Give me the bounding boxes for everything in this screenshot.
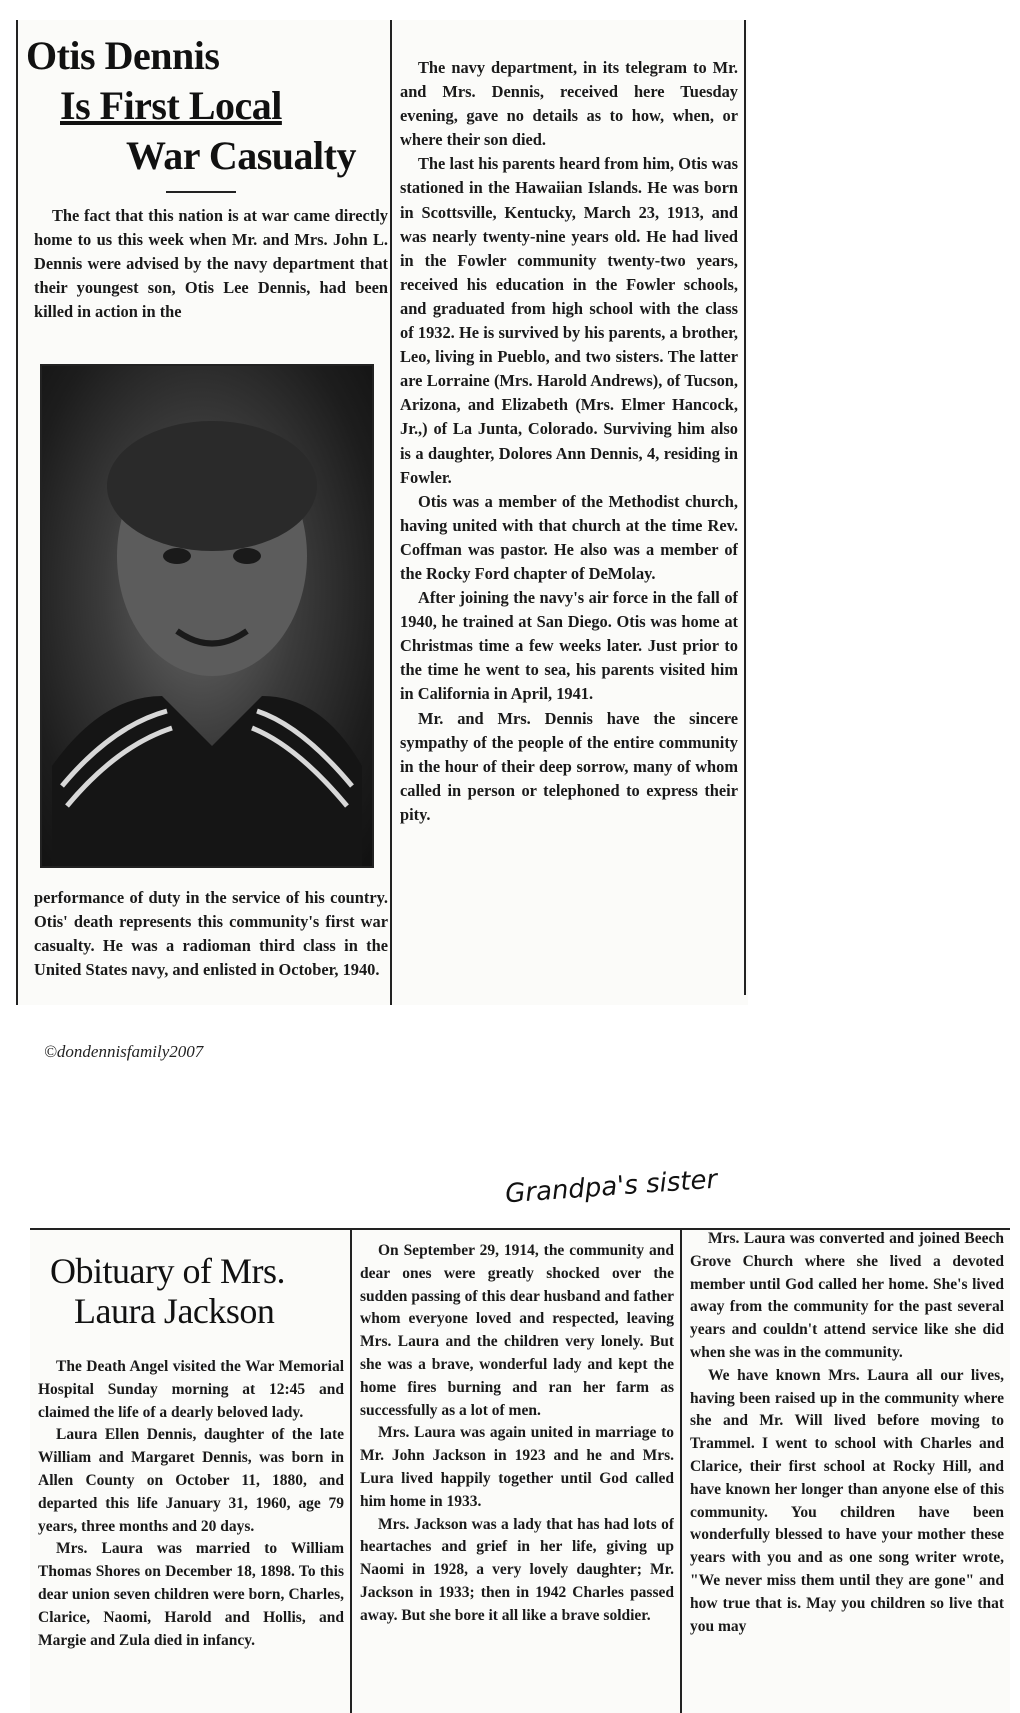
headline-line-2: Laura Jackson	[74, 1291, 275, 1331]
headline-divider	[166, 191, 236, 193]
column-rule-left	[16, 20, 18, 1005]
paragraph-2: Laura Ellen Dennis, daughter of the late William and Margaret Dennis, was born in Allen County on October 11, 1880, and departed this life January 31, 1960, age 79 years, three months and 20 days.	[38, 1426, 344, 1535]
headline-line-1: Otis Dennis	[26, 33, 220, 78]
paragraph: The fact that this nation is at war came directly home to us this week when Mr. and Mrs. John L. Dennis were advised by the navy department that their youngest son, Otis Lee Dennis, had been killed in action in the	[34, 206, 388, 322]
paragraph-1: The navy department, in its telegram to Mr. and Mrs. Dennis, received here Tuesday evening, gave no details as to how, when, or where their son died.	[400, 58, 738, 150]
article-laura-jackson	[30, 1228, 1010, 1713]
portrait-figure	[42, 366, 372, 866]
copyright-watermark: ©dondennisfamily2007	[44, 1042, 204, 1061]
left-column-top-text	[34, 204, 388, 350]
paragraph-2: The last his parents heard from him, Otis was stationed in the Hawaiian Islands. He was born in Scottsville, Kentucky, March 23, 1913, and was nearly twenty-nine years old. He had lived in the Fowler community twenty-two years, received his education in the Fowler schools, and graduated from high school with the class of 1932. He is survived by his parents, a brother, Leo, living in Pueblo, and two sisters. The latter are Lorraine (Mrs. Harold Andrews), of Tucson, Arizona, and Elizabeth (Mrs. Elmer Hancock, Jr.,) of La Junta, Colorado. Surviving him also is a daughter, Dolores Ann Dennis, 4, residing in Fowler.	[400, 154, 738, 487]
handwritten-note: Grandpa's sister	[504, 1164, 719, 1210]
article-otis-dennis	[16, 20, 748, 1005]
headline-line-2: Is First Local	[60, 83, 282, 128]
column-1-text	[38, 1356, 344, 1706]
left-column-bottom-text	[34, 886, 388, 1010]
paragraph-5: Mr. and Mrs. Dennis have the sincere sympathy of the people of the entire community in the hour of their deep sorrow, many of whom called in person or telephoned to express their pity.	[400, 708, 738, 824]
column-rule-middle	[390, 20, 392, 1005]
paragraph-4: After joining the navy's air force in the fall of 1940, he trained at San Diego. Otis was home at Christmas time a few weeks later. Just prior to the time he went to sea, his parents visited him in California in April, 1941.	[400, 588, 738, 704]
paragraph-3: Mrs. Jackson was a lady that has had lots of heartaches and grief in her life, giving up Naomi in 1928, a very lovely daughter; Mr. Jackson in 1933; then in 1942 Charles passed away. But she bore it all like a brave soldier.	[360, 1515, 674, 1624]
column-3-text	[690, 1228, 1004, 1713]
right-column-text	[400, 56, 738, 996]
paragraph-2: Mrs. Laura was again united in marriage to Mr. John Jackson in 1923 and he and Mrs. Lura lived happily together until God called him home in 1933.	[360, 1424, 674, 1510]
column-rule-1	[350, 1228, 352, 1713]
paragraph-3: Otis was a member of the Methodist church, having united with that church at the time Rev. Coffman was pastor. He also was a member of the Rocky Ford chapter of DeMolay.	[400, 491, 738, 583]
column-rule-right	[744, 20, 746, 995]
paragraph-1: On September 29, 1914, the community and dear ones were greatly shocked over the sudden passing of this dear husband and father whom everyone loved and respected, leaving Mrs. Laura and the children very lonely. But she was a brave, wonderful lady and kept the home fires burning and ran her farm as successfully as a lot of men.	[360, 1242, 674, 1419]
paragraph-1: The Death Angel visited the War Memorial Hospital Sunday morning at 12:45 and claimed the life of a dearly beloved lady.	[38, 1358, 344, 1421]
portrait-photo	[40, 364, 374, 868]
paragraph-2: We have known Mrs. Laura all our lives, having been raised up in the community where she and Mr. Will lived before moving to Trammel. I went to school with Charles and Clarice, their first school at Rocky Hill, and have known her longer than anyone else of this community. You children have been wonderfully blessed to have your mother these years with you and as one song writer wrote, "We never miss them until they are gone" and how true that is. May you children so live that you may	[690, 1366, 1004, 1635]
paragraph-3: Mrs. Laura was married to William Thomas Shores on December 18, 1898. To this dear union seven children were born, Charles, Clarice, Naomi, Harold and Hollis, and Margie and Zula died in infancy.	[38, 1540, 344, 1649]
paragraph-1: Mrs. Laura was converted and joined Beech Grove Church where she lived a devoted member until God called her home. She's lived away from the community for the past several years and couldn't attend service like she did when she was in the community.	[690, 1230, 1004, 1361]
column-rule-2	[680, 1228, 682, 1713]
headline-line-3: War Casualty	[126, 133, 356, 178]
paragraph: performance of duty in the service of his country. Otis' death represents this community's first war casualty. He was a radioman third class in the United States navy, and enlisted in October, 1940.	[34, 888, 388, 980]
column-2-text	[360, 1240, 674, 1710]
headline-line-1: Obituary of Mrs.	[50, 1251, 285, 1291]
